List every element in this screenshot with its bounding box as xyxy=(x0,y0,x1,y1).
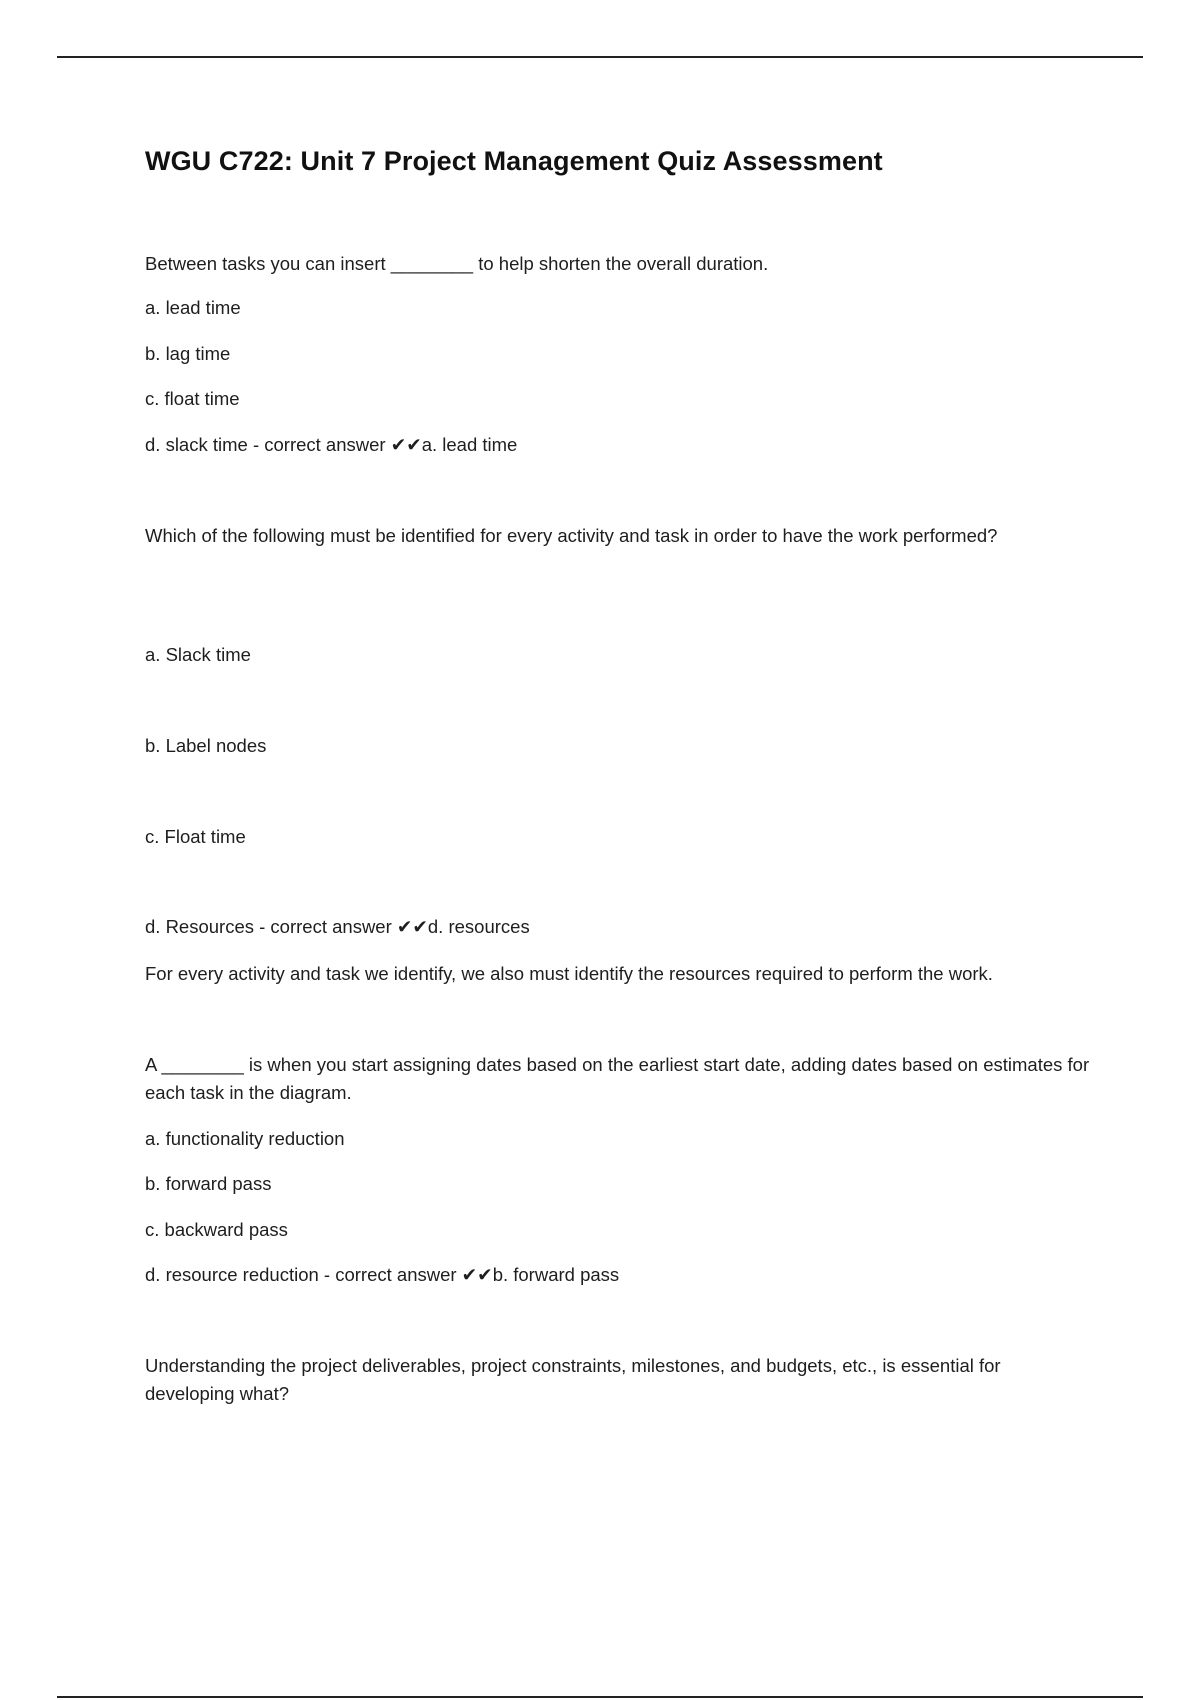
q3-option-b: b. forward pass xyxy=(145,1173,272,1194)
question-2: Which of the following must be identified for every activity and task in order to have the work performed? xyxy=(145,525,998,546)
question-1: Between tasks you can insert ________ to help shorten the overall duration. xyxy=(145,253,769,274)
q2-option-d-answer: d. Resources - correct answer ✔✔d. resources xyxy=(145,916,530,937)
question-3: A ________ is when you start assigning dates based on the earliest start date, adding dates based on estimates for each task in the diagram. xyxy=(145,1054,1090,1103)
q1-option-c: c. float time xyxy=(145,388,240,409)
q3-option-d-answer: d. resource reduction - correct answer ✔✔b. forward pass xyxy=(145,1264,620,1285)
q2-option-c: c. Float time xyxy=(145,826,246,847)
q3-option-a: a. functionality reduction xyxy=(145,1128,345,1149)
q1-option-b: b. lag time xyxy=(145,343,231,364)
top-divider xyxy=(57,56,1143,58)
q3-option-c: c. backward pass xyxy=(145,1219,288,1240)
q2-option-a: a. Slack time xyxy=(145,644,251,665)
document-title: WGU C722: Unit 7 Project Management Quiz Assessment xyxy=(145,146,883,176)
q2-option-b: b. Label nodes xyxy=(145,735,267,756)
q2-explanation: For every activity and task we identify, we also must identify the resources required to perform the work. xyxy=(145,963,993,984)
bottom-divider xyxy=(57,1696,1143,1698)
q1-option-a: a. lead time xyxy=(145,297,241,318)
q1-option-d-answer: d. slack time - correct answer ✔✔a. lead time xyxy=(145,434,518,455)
question-4: Understanding the project deliverables, project constraints, milestones, and budgets, etc., is essential for developing what? xyxy=(145,1355,1001,1404)
